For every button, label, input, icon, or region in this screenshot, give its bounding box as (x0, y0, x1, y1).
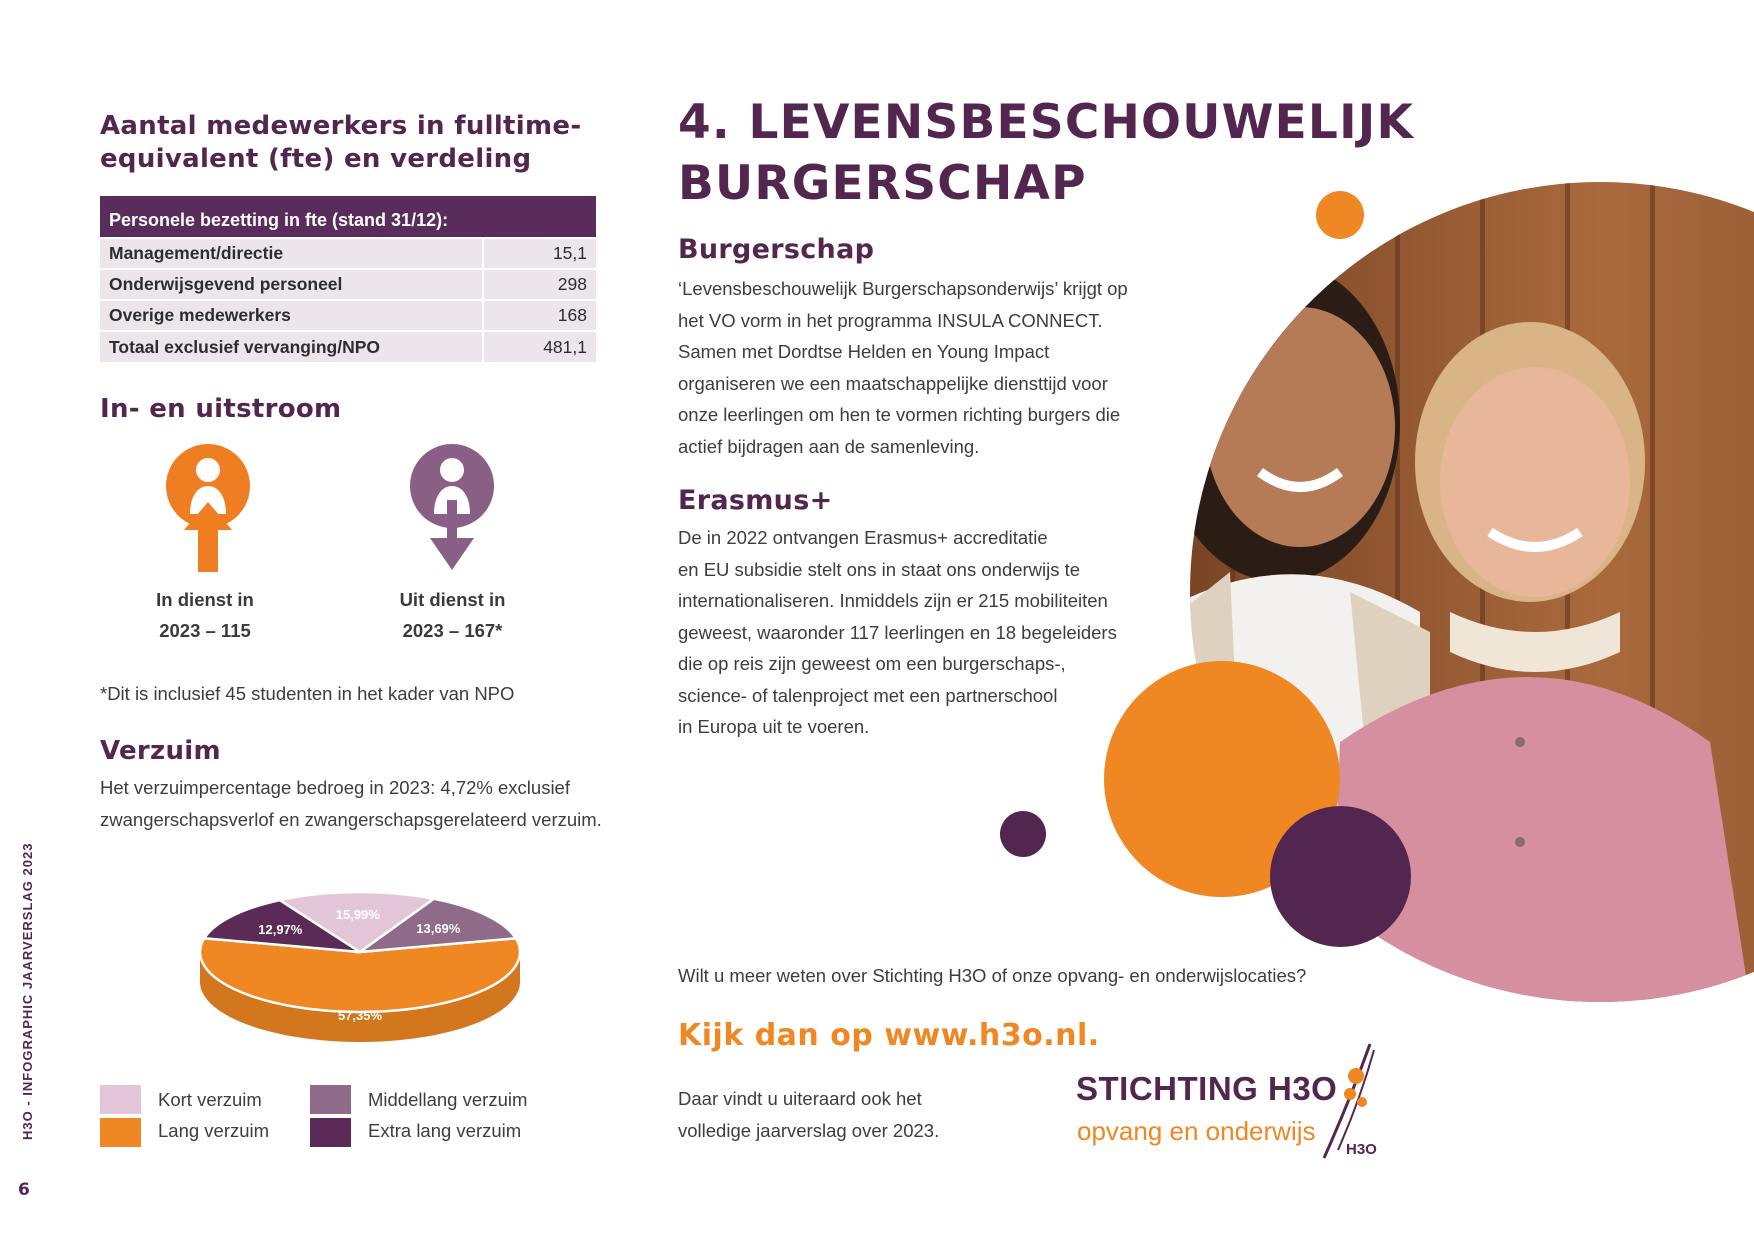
row-value: 168 (483, 300, 596, 331)
burgerschap-heading: Burgerschap (678, 234, 875, 265)
fte-table (100, 196, 596, 362)
side-label: H3O - INFOGRAPHIC JAARVERSLAG 2023 (20, 842, 35, 1140)
row-value: 15,1 (483, 238, 596, 269)
legend-label-lang: Lang verzuim (158, 1120, 270, 1141)
pie-label-kort-verzuim: 15,99% (335, 906, 380, 922)
flow-heading: In- en uitstroom (100, 394, 342, 424)
burgerschap-text: ‘Levensbeschouwelijk Burgerschapsonderwijs’ krijgt op het VO vorm in het programma INSULA CONNECT. Samen met Dordtse Helden en Young Impact organiseren we een maatschappelijke diensttijd voor onze leerlingen om hen te vormen richting burgers die actief bijdragen aan de samenleving. (678, 278, 1128, 457)
row-value: 481,1 (483, 331, 596, 362)
logo-title: STICHTING H3O (1076, 1070, 1338, 1107)
legend-swatch-extra-lang (310, 1118, 351, 1147)
erasmus-text: De in 2022 ontvangen Erasmus+ accreditatie en EU subsidie stelt ons in staat ons onderwijs te internationaliseren. Inmiddels zijn er 215 mobiliteiten geweest, waaronder 117 leerlingen en 18 begeleiders die op reis zijn geweest om een burgerschaps-, science- of talenproject met een partnerschool in Europa uit te voeren. (678, 527, 1117, 737)
decor-circle-small-orange (1316, 191, 1364, 239)
row-label: Overige medewerkers (100, 300, 483, 331)
row-label: Totaal exclusief vervanging/NPO (100, 331, 483, 362)
inflow-caption: In dienst in 2023 – 115 (156, 589, 254, 641)
cta-note: Daar vindt u uiteraard ook het volledige jaarverslag over 2023. (678, 1088, 940, 1141)
absence-text: Het verzuimpercentage bedroeg in 2023: 4,72% exclusief zwangerschapsverlof en zwangerschapsgerelateerd verzuim. (100, 777, 602, 830)
logo-subtitle: opvang en onderwijs (1077, 1116, 1316, 1146)
row-label: Management/directie (100, 238, 483, 269)
table-row (100, 238, 596, 269)
pie-label-extra-lang-verzuim: 12,97% (258, 921, 303, 937)
decor-circle-small-purple (1000, 811, 1046, 857)
decor-circle-large-purple (1270, 806, 1411, 947)
legend-label-kort: Kort verzuim (158, 1089, 262, 1110)
legend-swatch-lang (100, 1118, 141, 1147)
table-header: Personele bezetting in fte (stand 31/12): (100, 196, 596, 238)
fte-heading: Aantal medewerkers in fulltime- equivalent (fte) en verdeling (100, 111, 582, 174)
erasmus-heading: Erasmus+ (678, 485, 833, 516)
outflow-caption: Uit dienst in 2023 – 167* (399, 589, 506, 641)
legend-label-extra-lang: Extra lang verzuim (368, 1120, 522, 1141)
pie-label-lang-verzuim: 57,35% (337, 1008, 383, 1023)
page-title: 4. LEVENSBESCHOUWELIJK BURGERSCHAP (678, 95, 1415, 211)
absence-heading: Verzuim (100, 736, 221, 766)
cta-question: Wilt u meer weten over Stichting H3O of onze opvang- en onderwijslocaties? (678, 965, 1307, 986)
page-number: 6 (18, 1180, 30, 1200)
table-row (100, 331, 596, 362)
legend-swatch-middellang (310, 1085, 351, 1114)
table-row (100, 269, 596, 300)
table-header-row (100, 196, 596, 238)
table-row (100, 300, 596, 331)
person-arrow-down-icon (404, 444, 500, 574)
footnote: *Dit is inclusief 45 studenten in het kader van NPO (100, 683, 515, 704)
cta-link[interactable]: Kijk dan op www.h3o.nl. (678, 1018, 1100, 1053)
person-arrow-up-icon (160, 444, 256, 574)
logo-mark-text: H3O (1346, 1141, 1377, 1158)
row-value: 298 (483, 269, 596, 300)
row-label: Onderwijsgevend personeel (100, 269, 483, 300)
legend-label-middellang: Middellang verzuim (368, 1089, 528, 1110)
pie-label-middellang-verzuim: 13,69% (416, 921, 461, 937)
legend-swatch-kort (100, 1085, 141, 1114)
absence-pie-chart (180, 850, 540, 1060)
